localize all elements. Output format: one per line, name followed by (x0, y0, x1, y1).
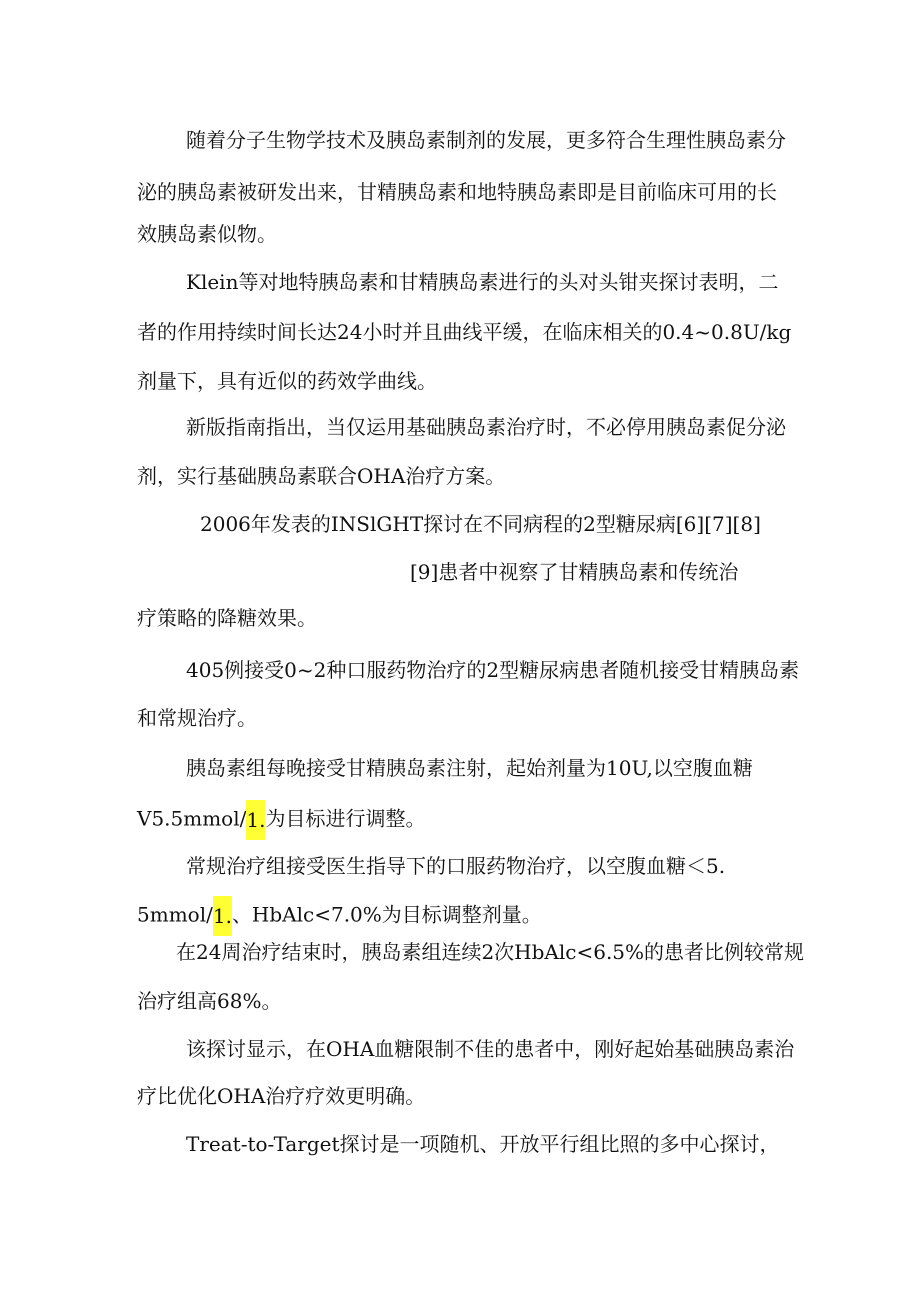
text-line: 新版指南指出，当仅运用基础胰岛素治疗时，不必停用胰岛素促分泌 (186, 415, 786, 439)
text-line: 效胰岛素似物。 (137, 222, 277, 246)
text-line: Treat-to-Target探讨是一项随机、开放平行组比照的多中心探讨， (186, 1132, 780, 1156)
text-line: 常规治疗组接受医生指导下的口服药物治疗，以空腹血糖＜5. (186, 854, 726, 878)
text-line: Klein等对地特胰岛素和甘精胰岛素进行的头对头钳夹探讨表明，二 (186, 270, 779, 294)
text-line: 该探讨显示，在OHA血糖限制不佳的患者中，刚好起始基础胰岛素治 (186, 1037, 795, 1061)
text-segment: 为目标进行调整。 (265, 806, 426, 831)
text-segment: V5.5mmol/ (137, 806, 247, 831)
text-line: 泌的胰岛素被研发出来，甘精胰岛素和地特胰岛素即是目前临床可用的长 (137, 180, 777, 204)
text-line: 和常规治疗。 (137, 706, 257, 730)
highlighted-text: 1. (246, 800, 265, 840)
text-line: 405例接受0~2种口服药物治疗的2型糖尿病患者随机接受甘精胰岛素 (186, 658, 800, 682)
text-segment: 、HbAlc<7.0%为目标调整剂量。 (231, 902, 542, 927)
text-line (137, 896, 542, 936)
text-line: [9]患者中视察了甘精胰岛素和传统治 (410, 560, 739, 584)
text-line: 胰岛素组每晚接受甘精胰岛素注射，起始剂量为10U,以空腹血糖 (186, 756, 753, 780)
text-line: 疗策略的降糖效果。 (137, 606, 317, 630)
highlighted-text: 1. (213, 896, 232, 936)
text-line (137, 800, 425, 840)
text-line: 剂，实行基础胰岛素联合OHA治疗方案。 (137, 464, 506, 488)
text-line: 者的作用持续时间长达24小时并且曲线平缓，在临床相关的0.4~0.8U/kg (137, 320, 792, 344)
text-line: 治疗组高68%。 (137, 989, 282, 1013)
text-line: 随着分子生物学技术及胰岛素制剂的发展，更多符合生理性胰岛素分 (186, 128, 786, 152)
text-segment: 5mmol/ (137, 902, 213, 927)
text-line: 剂量下，具有近似的药效学曲线。 (137, 369, 437, 393)
text-line: 在24周治疗结束时，胰岛素组连续2次HbAlc<6.5%的患者比例较常规 (176, 940, 805, 964)
text-line: 疗比优化OHA治疗疗效更明确。 (137, 1084, 426, 1108)
text-line: 2006年发表的INSlGHT探讨在不同病程的2型糖尿病[6][7][8] (200, 512, 761, 536)
